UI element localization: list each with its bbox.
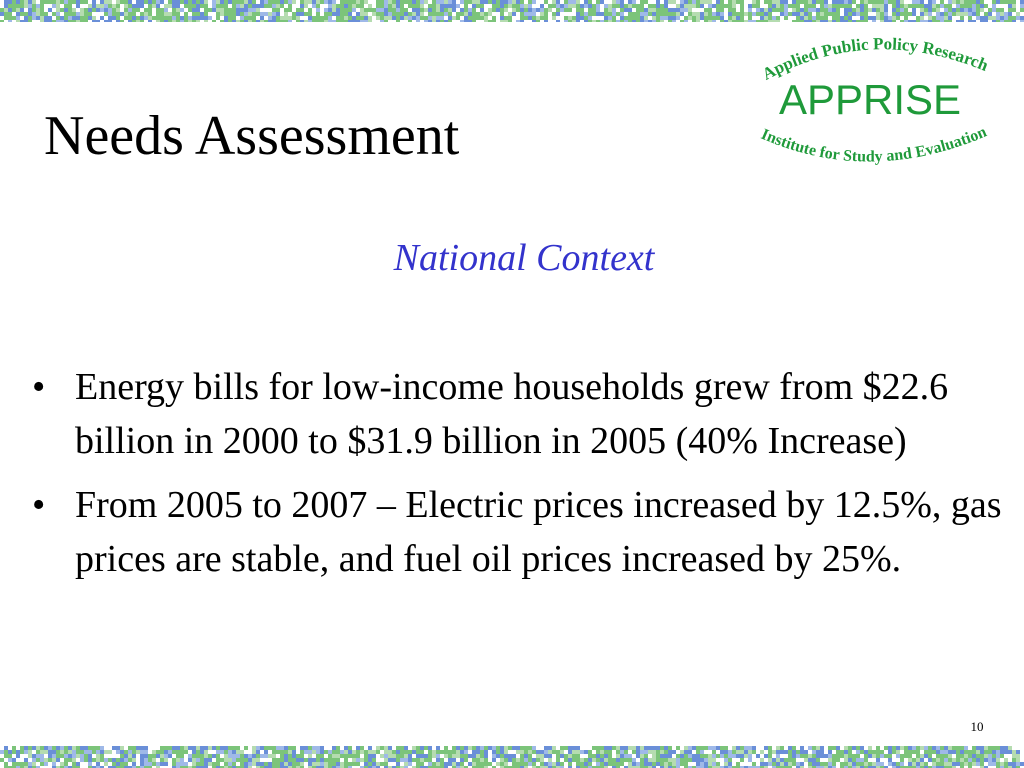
top-border-pattern bbox=[0, 0, 1024, 22]
page-number: 10 bbox=[970, 719, 984, 734]
bullet-item bbox=[30, 360, 1020, 468]
bullet-glyph: • bbox=[32, 484, 46, 526]
logo-arc-bottom-text: Institute for Study and Evaluation bbox=[758, 123, 990, 166]
bottom-border-pattern bbox=[0, 746, 1024, 768]
slide-title: Needs Assessment bbox=[44, 105, 460, 167]
bullet-list bbox=[30, 360, 1020, 596]
logo-name: APPRISE bbox=[778, 76, 962, 123]
bullet-text: From 2005 to 2007 – Electric prices increased by 12.5%, gas prices are stable, and fuel oil prices increased by 25%. bbox=[75, 484, 1002, 580]
bullet-text: Energy bills for low-income households grew from $22.6 billion in 2000 to $31.9 billion in 2005 (40% Increase) bbox=[75, 366, 949, 462]
bullet-glyph: • bbox=[32, 366, 46, 408]
slide-subtitle: National Context bbox=[393, 237, 655, 279]
logo-arc-top-text: Applied Public Policy Research bbox=[759, 34, 991, 84]
bullet-item bbox=[30, 478, 1020, 586]
svg-text:Institute for Study and Evalua bbox=[759, 123, 990, 165]
apprise-logo bbox=[728, 28, 1012, 178]
